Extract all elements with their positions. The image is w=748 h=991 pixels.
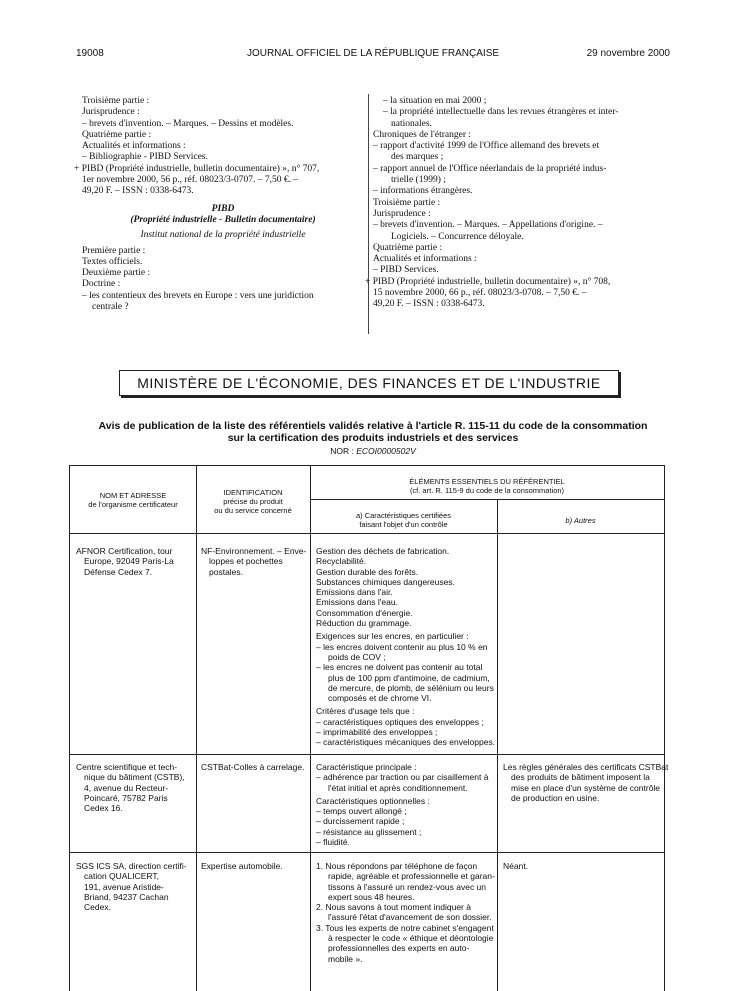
header-others <box>497 516 664 525</box>
cell-line: Europe, 92049 Paris-La <box>84 556 174 567</box>
text-line: Doctrine : <box>82 279 121 290</box>
left-column <box>74 96 364 313</box>
cell-line: – temps ouvert allongé ; <box>316 806 407 817</box>
header-characteristics-subtitle: faisant l'objet d'un contrôle <box>359 520 448 529</box>
cell-line: Emissions dans l'air. <box>316 587 393 598</box>
table-divider <box>497 499 498 991</box>
table-row-1-characteristics <box>316 546 494 748</box>
table-row-3-product <box>201 861 307 871</box>
table-row-1-product <box>201 546 307 577</box>
header-org-subtitle: de l'organisme certificateur <box>88 500 178 509</box>
header-org-title: NOM ET ADRESSE <box>99 491 167 500</box>
cell-line: nique du bâtiment (CSTB), <box>84 772 185 783</box>
cell-line: – durcissement rapide ; <box>316 816 405 827</box>
text-line: Actualités et informations : <box>373 254 477 265</box>
nor-value: ECOI0000502V <box>356 446 416 456</box>
cell-line: Emissions dans l'eau. <box>316 597 398 608</box>
text-line: nationales. <box>391 118 432 129</box>
cell-line: Gestion durable des forêts. <box>316 566 419 577</box>
header-org <box>70 491 196 509</box>
text-line: – Bibliographie - PIBD Services. <box>82 152 208 163</box>
text-line: Textes officiels. <box>82 256 143 267</box>
text-line: – rapport d'activité 1999 de l'Office allemand des brevets et <box>373 141 600 152</box>
cell-line: Substances chimiques dangereuses. <box>316 576 455 587</box>
nor-label: NOR : <box>330 446 354 456</box>
table-row-2-product <box>201 762 307 772</box>
table-divider <box>70 852 664 853</box>
text-line: 49,20 F. – ISSN : 0338-6473. <box>373 299 485 310</box>
text-line: 15 novembre 2000, 66 p., réf. 08023/3-0708. – 7,50 €. – <box>373 288 587 299</box>
table-divider <box>70 754 664 755</box>
text-line: Jurisprudence : <box>373 208 431 219</box>
cell-line: Les règles générales des certificats CSTBat <box>503 762 669 772</box>
text-line: – la situation en mai 2000 ; <box>383 96 487 106</box>
ministry-heading: MINISTÈRE DE L'ÉCONOMIE, DES FINANCES ET DE L'INDUSTRIE <box>119 370 619 396</box>
cell-line: – les encres ne doivent pas contenir au total <box>316 662 483 673</box>
text-line: Première partie : <box>82 245 146 256</box>
header-elements-title: ÉLÉMENTS ESSENTIELS DU RÉFÉRENTIEL <box>409 477 565 486</box>
cell-line: – caractéristiques optiques des enveloppes ; <box>316 716 484 727</box>
cell-line: plus de 100 ppm d'antimoine, de cadmium, <box>328 672 490 683</box>
cell-line: Cedex 16. <box>84 803 123 814</box>
cell-line: NF-Environnement. – Enve- <box>201 546 307 556</box>
pibd-institute: Institut national de la propriété industrielle <box>140 230 306 241</box>
cell-line: Briand, 94237 Cachan <box>84 891 169 902</box>
cell-line: Exigences sur les encres, en particulier : <box>316 631 469 642</box>
cell-line: 191, avenue Aristide- <box>84 881 164 892</box>
cell-line: rapide, agréable et professionnelle et garan- <box>328 871 495 882</box>
text-line: – les contentieux des brevets en Europe : vers une juridiction <box>82 290 314 301</box>
cell-line: – caractéristiques mécaniques des enveloppes. <box>316 737 496 748</box>
text-line: Logiciels. – Concurrence déloyale. <box>391 231 524 242</box>
cell-line: cation QUALICERT, <box>84 871 159 882</box>
table-row-1-org <box>76 546 192 577</box>
cell-line: 4, avenue du Recteur- <box>84 782 169 793</box>
header-elements <box>310 477 664 495</box>
table-row-2-characteristics <box>316 762 494 847</box>
text-line: des marques ; <box>391 152 444 163</box>
cell-line: 3. Tous les experts de notre cabinet s'engagent <box>316 922 494 933</box>
cell-line: Défense Cedex 7. <box>84 566 153 577</box>
text-line: Deuxième partie : <box>82 268 151 279</box>
cell-line: Gestion des déchets de fabrication. <box>316 546 450 556</box>
text-line: 1er novembre 2000, 56 p., réf. 08023/3-0707. – 7,50 €. – <box>82 175 299 186</box>
notice-title-line: sur la certification des produits industriels et des services <box>227 432 519 444</box>
cell-line: CSTBat-Colles à carrelage. <box>201 762 305 772</box>
text-line: – PIBD Services. <box>373 265 439 276</box>
cell-line: Recyclabilité. <box>316 556 367 567</box>
table-divider <box>70 533 664 534</box>
page-number: 19008 <box>76 48 104 59</box>
table-row-3-others <box>503 861 661 871</box>
cell-line: Poincaré, 75782 Paris <box>84 792 168 803</box>
header-elements-subtitle: (cf. art. R. 115-9 du code de la consommation) <box>409 486 565 495</box>
cell-line: l'état initial et après conditionnement. <box>328 782 468 793</box>
cell-line: poids de COV ; <box>328 651 386 662</box>
cell-line: mise en place d'un système de contrôle <box>511 782 661 793</box>
nor-reference <box>76 446 670 456</box>
cell-line: Néant. <box>503 861 529 871</box>
cell-line: – fluidité. <box>316 837 351 848</box>
pibd-subheading: (Propriété industrielle - Bulletin documentaire) <box>130 214 316 225</box>
column-divider <box>368 94 369 334</box>
notice-title <box>76 420 670 444</box>
cell-line: Critères d'usage tels que : <box>316 706 415 717</box>
text-line: Chroniques de l'étranger : <box>373 129 472 140</box>
table-divider <box>310 466 311 991</box>
header-others-title: b) Autres <box>565 516 596 525</box>
referentials-table <box>69 465 669 991</box>
text-line: – brevets d'invention. – Marques. – Appellations d'origine. – <box>373 220 603 231</box>
cell-line: de mercure, de plomb, de sélénium ou leurs <box>328 682 494 693</box>
cell-line: à respecter le code « éthique et déontologie <box>328 933 494 944</box>
header-characteristics <box>310 511 497 529</box>
notice-title-line: Avis de publication de la liste des référentiels validés relative à l'article R. 115-11 du code de la consommation <box>98 420 648 432</box>
text-line: Quatrième partie : <box>373 242 443 253</box>
cell-line: l'assuré l'état d'avancement de son dossier. <box>328 912 492 923</box>
table-row-3-org <box>76 861 192 912</box>
table-row-2-others <box>503 762 669 803</box>
text-line: 49,20 F. – ISSN : 0338-6473. <box>82 186 194 197</box>
cell-line: de production en usine. <box>511 792 600 803</box>
text-line: Jurisprudence : <box>82 107 140 118</box>
text-line: Quatrième partie : <box>82 129 152 140</box>
cell-line: Cedex. <box>84 902 111 913</box>
cell-line: 2. Nous savons à tout moment indiquer à <box>316 902 471 913</box>
cell-line: mobile ». <box>328 953 363 964</box>
cell-line: loppes et pochettes <box>209 556 283 567</box>
cell-line: des produits de bâtiment imposent la <box>511 772 650 783</box>
cell-line: Centre scientifique et tech- <box>76 762 178 772</box>
header-product <box>196 488 310 515</box>
cell-line: Réduction du grammage. <box>316 618 412 629</box>
cell-line: 1. Nous répondons par téléphone de façon <box>316 861 478 871</box>
right-column <box>365 96 668 311</box>
cell-line: Caractéristiques optionnelles : <box>316 795 430 806</box>
text-line: – la propriété intellectuelle dans les revues étrangères et inter- <box>383 107 619 118</box>
text-line: + PIBD (Propriété industrielle, bulletin documentaire) », n° 708, <box>365 276 611 287</box>
cell-line: – les encres doivent contenir au plus 10 % en <box>316 641 488 652</box>
table-divider <box>196 466 197 991</box>
text-line: Actualités et informations : <box>82 141 186 152</box>
text-line: trielle (1999) ; <box>391 175 446 186</box>
cell-line: composés et de chrome VI. <box>328 693 432 704</box>
table-divider <box>310 499 664 500</box>
cell-line: Caractéristique principale : <box>316 762 417 772</box>
text-line: + PIBD (Propriété industrielle, bulletin documentaire) », n° 707, <box>74 163 320 174</box>
pibd-heading: PIBD <box>211 203 235 214</box>
cell-line: – imprimabilité des enveloppes ; <box>316 727 438 738</box>
cell-line: AFNOR Certification, tour <box>76 546 173 556</box>
header-characteristics-title: a) Caractéristiques certifiées <box>355 511 452 520</box>
text-line: – rapport annuel de l'Office néerlandais de la propriété indus- <box>373 163 607 174</box>
cell-line: – résistance au glissement ; <box>316 826 422 837</box>
text-line: – informations étrangères. <box>373 186 473 197</box>
cell-line: – adhérence par traction ou par cisaillement à <box>316 772 489 783</box>
cell-line: tissons à l'assuré un rendez-vous avec un <box>328 881 487 892</box>
table-row-2-org <box>76 762 192 813</box>
cell-line: postales. <box>209 566 244 577</box>
text-line: centrale ? <box>92 302 129 313</box>
table-row-3-characteristics <box>316 861 494 964</box>
publication-date: 29 novembre 2000 <box>586 48 670 59</box>
cell-line: SGS ICS SA, direction certifi- <box>76 861 187 871</box>
header-product-subtitle: précise du produit <box>223 497 283 506</box>
cell-line: professionnelles des experts en auto- <box>328 943 470 954</box>
journal-title: JOURNAL OFFICIEL DE LA RÉPUBLIQUE FRANÇAISE <box>246 48 500 59</box>
text-line: – brevets d'invention. – Marques. – Dessins et modèles. <box>82 118 294 129</box>
cell-line: Consommation d'énergie. <box>316 607 413 618</box>
cell-line: expert sous 48 heures. <box>328 891 415 902</box>
text-line: Troisième partie : <box>82 96 150 106</box>
text-line: Troisième partie : <box>373 197 441 208</box>
page-header <box>76 48 670 62</box>
header-product-title: IDENTIFICATION <box>223 488 283 497</box>
cell-line: Expertise automobile. <box>201 861 283 871</box>
header-product-subtitle: ou du service concerné <box>214 506 292 515</box>
